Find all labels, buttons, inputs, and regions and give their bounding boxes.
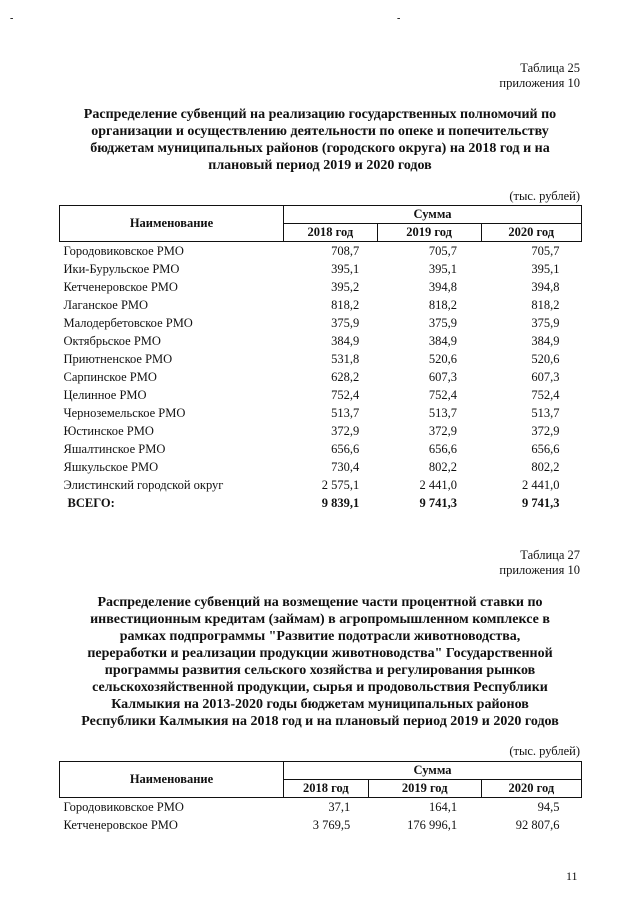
table27-unit: (тыс. рублей) — [509, 744, 580, 758]
table-row — [60, 296, 582, 314]
total-label: ВСЕГО: — [67, 496, 115, 510]
column-header-sum: Сумма — [284, 206, 582, 224]
table25-title-line: Распределение субвенций на реализацию государственных полномочий по — [83, 107, 557, 122]
table-row — [60, 440, 582, 458]
value-2020: 375,9 — [531, 316, 560, 330]
table27 — [59, 761, 582, 834]
table27-title-line: инвестиционным кредитам (займам) в агропромышленном комплексе в — [90, 612, 550, 627]
value-2019: 372,9 — [428, 424, 458, 438]
table-row — [60, 816, 582, 834]
table-row — [60, 332, 582, 350]
scan-mark-left: - — [10, 13, 14, 24]
row-name: Целинное РМО — [63, 388, 147, 402]
table25 — [59, 205, 582, 512]
table-row — [60, 798, 582, 817]
value-2020: 92 807,6 — [515, 818, 560, 832]
value-2018: 628,2 — [331, 370, 360, 384]
column-header-2018: 2018 год — [284, 224, 378, 242]
value-2020: 395,1 — [531, 262, 560, 276]
row-name: Сарпинское РМО — [63, 370, 157, 384]
row-name: Городовиковское РМО — [63, 800, 184, 814]
value-2020: 372,9 — [531, 424, 560, 438]
row-name: Городовиковское РМО — [63, 244, 184, 258]
value-2018: 3 769,5 — [312, 818, 351, 832]
table25-title-line: бюджетам муниципальных районов (городского округа) на 2018 год и на — [90, 141, 550, 156]
table25-ref-number: Таблица 25 — [520, 61, 580, 75]
value-2020: 607,3 — [531, 370, 560, 384]
value-2020: 802,2 — [531, 460, 560, 474]
value-2020: 656,6 — [531, 442, 560, 456]
value-2019: 513,7 — [428, 406, 458, 420]
column-header-name: Наименование — [60, 762, 284, 798]
row-name: Приютненское РМО — [63, 352, 173, 366]
table25-title-line: организации и осуществлению деятельности по опеке и попечительству — [91, 124, 549, 139]
column-header-2020: 2020 год — [481, 780, 581, 798]
value-2019: 752,4 — [428, 388, 458, 402]
table-row — [60, 404, 582, 422]
value-2019: 394,8 — [428, 280, 458, 294]
row-name: Кетченеровское РМО — [63, 818, 178, 832]
row-name: Малодербетовское РМО — [63, 316, 193, 330]
row-name: Октябрьское РМО — [63, 334, 161, 348]
table-row — [60, 476, 582, 494]
table-row — [60, 368, 582, 386]
value-2020: 818,2 — [531, 298, 560, 312]
table27-ref-appendix: приложения 10 — [499, 563, 580, 577]
value-2018: 818,2 — [331, 298, 360, 312]
value-2018: 531,8 — [331, 352, 360, 366]
value-2020: 513,7 — [531, 406, 560, 420]
row-name: Кетченеровское РМО — [63, 280, 178, 294]
scan-mark-center: - — [397, 13, 401, 24]
value-2019: 607,3 — [428, 370, 458, 384]
table27-title — [55, 594, 585, 730]
table27-title-line: сельскохозяйственной продукции, сырья и продовольствия Республики — [92, 680, 548, 695]
table27-title-line: переработки и реализации продукции животноводства" Государственной — [87, 646, 553, 661]
value-2020: 94,5 — [537, 800, 560, 814]
table-row — [60, 458, 582, 476]
value-2018: 656,6 — [331, 442, 360, 456]
table-row — [60, 260, 582, 278]
value-2018: 708,7 — [331, 244, 360, 258]
column-header-sum: Сумма — [284, 762, 582, 780]
table25-title-line: плановый период 2019 и 2020 годов — [208, 158, 432, 173]
table-row — [60, 350, 582, 368]
value-2018: 372,9 — [331, 424, 360, 438]
table25-reference — [499, 61, 580, 91]
column-header-2018: 2018 год — [284, 780, 369, 798]
table-row — [60, 386, 582, 404]
value-2020: 752,4 — [531, 388, 560, 402]
table-row — [60, 242, 582, 261]
table25-title — [55, 106, 585, 174]
value-2018: 37,1 — [328, 800, 351, 814]
total-2019: 9 741,3 — [419, 496, 458, 510]
value-2019: 395,1 — [428, 262, 458, 276]
value-2019: 375,9 — [428, 316, 458, 330]
row-name: Юстинское РМО — [63, 424, 154, 438]
table27-ref-number: Таблица 27 — [520, 548, 580, 562]
row-name: Лаганское РМО — [63, 298, 149, 312]
column-header-2019: 2019 год — [377, 224, 481, 242]
value-2020: 394,8 — [531, 280, 560, 294]
value-2019: 176 996,1 — [407, 818, 458, 832]
value-2018: 2 575,1 — [321, 478, 360, 492]
value-2019: 656,6 — [428, 442, 458, 456]
value-2019: 164,1 — [429, 800, 458, 814]
table25-unit: (тыс. рублей) — [509, 189, 580, 203]
page-number: 11 — [566, 869, 578, 883]
value-2019: 705,7 — [428, 244, 458, 258]
column-header-2020: 2020 год — [481, 224, 581, 242]
total-row — [60, 494, 582, 512]
table27-title-line: рамках подпрограммы "Развитие подотрасли животноводства, — [119, 629, 521, 644]
column-header-name: Наименование — [60, 206, 284, 242]
table-row — [60, 422, 582, 440]
value-2018: 395,1 — [331, 262, 360, 276]
table27-title-line: Распределение субвенций на возмещение части процентной ставки по — [97, 595, 543, 610]
value-2020: 705,7 — [531, 244, 560, 258]
value-2020: 520,6 — [531, 352, 560, 366]
table-row — [60, 278, 582, 296]
value-2018: 513,7 — [331, 406, 360, 420]
row-name: Элистинский городской округ — [63, 478, 224, 492]
total-2020: 9 741,3 — [522, 496, 560, 510]
value-2019: 2 441,0 — [419, 478, 458, 492]
table27-reference — [499, 548, 580, 578]
row-name: Яшалтинское РМО — [63, 442, 166, 456]
value-2018: 395,2 — [331, 280, 360, 294]
table27-title-line: Республики Калмыкия на 2018 год и на плановый период 2019 и 2020 годов — [81, 714, 559, 729]
value-2018: 384,9 — [331, 334, 360, 348]
table27-title-line: Калмыкия на 2013-2020 годы бюджетам муниципальных районов — [111, 697, 529, 712]
table-row — [60, 314, 582, 332]
value-2018: 752,4 — [331, 388, 360, 402]
value-2019: 818,2 — [428, 298, 458, 312]
row-name: Ики-Бурульское РМО — [63, 262, 180, 276]
table25-ref-appendix: приложения 10 — [499, 76, 580, 90]
row-name: Черноземельское РМО — [63, 406, 186, 420]
table27-title-line: программы развития сельского хозяйства и регулирования рынков — [104, 663, 536, 678]
value-2018: 375,9 — [331, 316, 360, 330]
value-2020: 2 441,0 — [522, 478, 560, 492]
total-2018: 9 839,1 — [321, 496, 360, 510]
value-2019: 384,9 — [428, 334, 458, 348]
row-name: Яшкульское РМО — [63, 460, 159, 474]
value-2018: 730,4 — [331, 460, 360, 474]
column-header-2019: 2019 год — [368, 780, 481, 798]
value-2019: 520,6 — [428, 352, 458, 366]
value-2019: 802,2 — [428, 460, 458, 474]
value-2020: 384,9 — [531, 334, 560, 348]
